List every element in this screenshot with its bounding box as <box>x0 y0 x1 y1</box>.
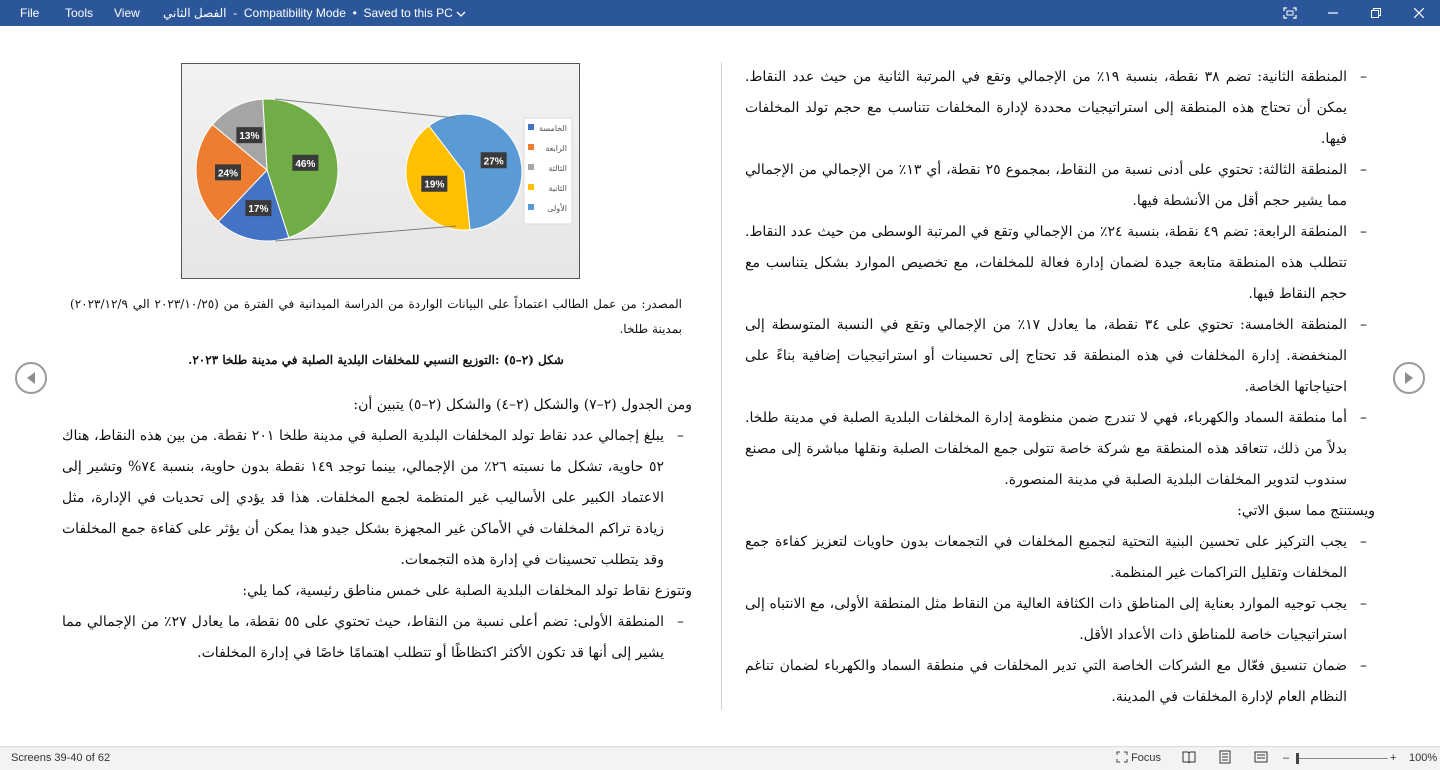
legend-label: الثانية <box>548 184 567 193</box>
list-item: – المنطقة الرابعة: تضم ٤٩ نقطة، بنسبة ٢٤٪ من الإجمالي وتقع في المرتبة الوسطى من حيث عدد النقاط. تتطلب هذه المنطقة متابعة جيدة لضمان إدارة فعالة للمخلفات، مع تخصيص الموارد بشكل يتناسب مع حجم النقاط فيها. <box>745 224 1367 302</box>
list-item-text: المنطقة الثالثة: تحتوي على أدنى نسبة من النقاط، بمجموع ٢٥ نقطة، أي ١٣٪ من الإجمالي من الإجمالي مما يشير حجم أقل من الأنشطة فيها. <box>745 162 1348 209</box>
data-label <box>245 200 271 216</box>
menu-tools[interactable]: Tools <box>65 6 94 20</box>
right-page <box>745 62 1375 713</box>
data-label <box>292 155 318 171</box>
document-name: الفصل الثاني <box>163 6 227 20</box>
legend-label: الثالثة <box>548 164 567 173</box>
legend-label: الأولى <box>547 204 567 213</box>
list-item: – المنطقة الثانية: تضم ٣٨ نقطة، بنسبة ١٩٪ من الإجمالي وتقع في المرتبة الثانية من حيث عدد النقاط. يمكن أن تحتاج هذه المنطقة إلى استراتيجيات محددة لإدارة المخلفات تتناسب مع حجم تولد المخلفات فيها. <box>745 69 1367 147</box>
menu-view[interactable]: View <box>114 6 140 20</box>
list-item: – المنطقة الخامسة: تحتوي على ٣٤ نقطة، ما يعادل ١٧٪ من الإجمالي وتقع في النسبة المتوسطة إلى المنخفضة. إدارة المخلفات في هذه المنطقة قد تحتاج إلى تحسينات أو استراتيجيات إضافية بناءً على احتياجاتها الخاصة. <box>745 317 1367 395</box>
list-item: – يجب التركيز على تحسين البنية التحتية لتجميع المخلفات في التجمعات بدون حاويات لتعزيز كفاءة جمع المخلفات وتقليل التراكمات غير المنظمة. <box>745 534 1367 581</box>
chevron-down-icon <box>456 6 466 20</box>
document-title[interactable] <box>163 0 466 26</box>
svg-text:13%: 13% <box>239 131 260 143</box>
focus-icon <box>1116 751 1128 763</box>
zoom-in-icon[interactable]: + <box>1390 752 1397 764</box>
svg-text:19%: 19% <box>424 179 445 191</box>
svg-text:24%: 24% <box>218 168 239 180</box>
print-layout-icon[interactable] <box>1219 747 1231 770</box>
list-item-text: يبلغ إجمالي عدد نقاط تولد المخلفات البلدية الصلبة في مدينة طلخا ٢٠١ نقطة. من بين هذه النقاط، هناك ٥٢ حاوية، تشكل ما نسبته ٢٦٪ من الإجمالي، بينما توجد ١٤٩ نقطة بدون حاوية، بنسبة ٧٤% وتشير إلى الاعتماد الكبير على الأساليب غير المنظمة لجمع المخلفات. هذا قد يؤدي إلى تحديات في الإدارة، مثل زيادة تراكم المخلفات في الأماكن غير المجهزة بشكل جيدو هذا يمكن أن يؤثر على كفاءة جمع المخلفات وقد يتطلب تحسينات في إدارة هذه التجمعات. <box>62 428 664 568</box>
title-bar <box>0 0 1440 26</box>
previous-screen-button[interactable] <box>15 362 47 394</box>
list-item-text: المنطقة الرابعة: تضم ٤٩ نقطة، بنسبة ٢٤٪ من الإجمالي وتقع في المرتبة الوسطى من حيث عدد النقاط. تتطلب هذه المنطقة متابعة جيدة لضمان إدارة فعالة للمخلفات، مع تخصيص الموارد بشكل يتناسب مع حجم النقاط فيها. <box>745 224 1347 302</box>
web-layout-icon[interactable] <box>1254 747 1268 770</box>
title-separator: - <box>229 6 241 20</box>
close-icon[interactable] <box>1396 0 1440 26</box>
read-mode-icon[interactable] <box>1182 747 1196 770</box>
arrow-left-icon <box>25 371 37 385</box>
legend-label: الرابعة <box>545 144 567 153</box>
legend-swatch <box>528 184 534 190</box>
svg-text:17%: 17% <box>248 204 269 216</box>
list-item-text: ضمان تنسيق فعّال مع الشركات الخاصة التي تدير المخلفات في منطقة السماد والكهرباء لضمان تناغم النظام العام لإدارة المخلفات في المدينة. <box>745 658 1347 705</box>
arrow-right-icon <box>1403 371 1415 385</box>
zoom-slider-track[interactable] <box>1296 758 1388 759</box>
data-label <box>236 127 262 143</box>
data-label <box>215 164 241 180</box>
legend-swatch <box>528 204 534 210</box>
paragraph-distribution: وتتوزع نقاط تولد المخلفات البلدية الصلبة على خمس مناطق رئيسية، كما يلي: <box>242 583 692 599</box>
conclusion-intro: ويستنتج مما سبق الاتي: <box>1237 503 1375 519</box>
legend-swatch <box>528 124 534 130</box>
list-item: – يبلغ إجمالي عدد نقاط تولد المخلفات البلدية الصلبة في مدينة طلخا ٢٠١ نقطة. من بين هذه النقاط، هناك ٥٢ حاوية، تشكل ما نسبته ٢٦٪ من الإجمالي، بينما توجد ١٤٩ نقطة بدون حاوية، بنسبة ٧٤% وتشير إلى الاعتماد الكبير على الأساليب غير المنظمة لجمع المخلفات. هذا قد يؤدي إلى تحديات في الإدارة، مثل زيادة تراكم المخلفات في الأماكن غير المجهزة بشكل جيدو هذا يمكن أن يؤثر على كفاءة جمع المخلفات وقد يتطلب تحسينات في إدارة هذه التجمعات. <box>62 428 684 568</box>
status-bar <box>0 746 1440 770</box>
legend-label: الخامسة <box>539 124 567 133</box>
figure-title: شكل (٢–٥) :التوزيع النسبي للمخلفات البلدية الصلبة في مدينة طلخا ٢٠٢٣. <box>188 353 564 367</box>
paragraph-intro: ومن الجدول (٢–٧) والشكل (٢–٤) والشكل (٢–٥) يتبين أن: <box>353 397 692 413</box>
next-screen-button[interactable] <box>1393 362 1425 394</box>
menu-file[interactable]: File <box>20 6 40 20</box>
save-status-label: Saved to this PC <box>363 6 453 20</box>
list-item-text: يجب التركيز على تحسين البنية التحتية لتجميع المخلفات في التجمعات بدون حاويات لتعزيز كفاءة جمع المخلفات وتقليل التراكمات غير المنظمة. <box>745 534 1347 581</box>
list-item-text: أما منطقة السماد والكهرباء، فهي لا تندرج ضمن منظومة إدارة المخلفات البلدية الصلبة في مدينة طلخا. بدلاً من ذلك، تتعاقد هذه المنطقة مع شركة خاصة تتولى جمع المخلفات الصلبة ونقلها مباشرة إلى مصنع سندوب لتدوير المخلفات البلدية الصلبة في مدينة المنصورة. <box>745 410 1347 488</box>
list-item: – ضمان تنسيق فعّال مع الشركات الخاصة التي تدير المخلفات في منطقة السماد والكهرباء لضمان تناغم النظام العام لإدارة المخلفات في المدينة. <box>745 658 1367 705</box>
chart-source-caption: المصدر: من عمل الطالب اعتماداً على البيانات الواردة من الدراسة الميدانية في الفترة من (٢٠٢٣/١٠/٢٥ الي ٢٠٢٣/١٢/٩) بمدينة طلخا. <box>70 297 682 336</box>
data-label <box>421 176 447 192</box>
pie-of-pie-chart[interactable] <box>181 63 580 279</box>
data-label <box>481 152 507 168</box>
focus-mode-icon[interactable] <box>1267 0 1313 26</box>
left-page-body <box>62 390 692 669</box>
zoom-level[interactable]: 100% <box>1409 752 1438 764</box>
list-item-text: المنطقة الثانية: تضم ٣٨ نقطة، بنسبة ١٩٪ من الإجمالي وتقع في المرتبة الثانية من حيث عدد النقاط. يمكن أن تحتاج هذه المنطقة إلى استراتيجيات محددة لإدارة المخلفات تتناسب مع حجم تولد المخلفات فيها. <box>745 69 1347 147</box>
focus-label: Focus <box>1131 752 1162 764</box>
zoom-out-icon[interactable]: – <box>1283 752 1290 764</box>
restore-icon[interactable] <box>1353 0 1399 26</box>
list-item: – المنطقة الأولى: تضم أعلى نسبة من النقاط، حيث تحتوي على ٥٥ نقطة، ما يعادل ٢٧٪ من الإجمالي مما يشير إلى أنها قد تكون الأكثر اكتظاظًا أو تتطلب اهتمامًا خاصًا في إدارة المخلفات. <box>62 614 684 661</box>
zoom-slider-thumb[interactable] <box>1296 753 1299 764</box>
title-dot: • <box>349 6 361 20</box>
page-divider <box>721 62 722 710</box>
list-item-text: المنطقة الأولى: تضم أعلى نسبة من النقاط، حيث تحتوي على ٥٥ نقطة، ما يعادل ٢٧٪ من الإجمالي مما يشير إلى أنها قد تكون الأكثر اكتظاظًا أو تتطلب اهتمامًا خاصًا في إدارة المخلفات. <box>62 614 664 661</box>
svg-text:46%: 46% <box>295 158 316 170</box>
screen-count: Screens 39-40 of 62 <box>11 752 111 764</box>
compatibility-mode-label: Compatibility Mode <box>243 6 346 20</box>
svg-text:27%: 27% <box>483 156 504 168</box>
minimize-icon[interactable] <box>1310 0 1356 26</box>
chart-legend <box>524 118 572 224</box>
list-item: – المنطقة الثالثة: تحتوي على أدنى نسبة من النقاط، بمجموع ٢٥ نقطة، أي ١٣٪ من الإجمالي من الإجمالي مما يشير حجم أقل من الأنشطة فيها. <box>745 162 1367 209</box>
chart-canvas <box>182 64 579 278</box>
legend-swatch <box>528 144 534 150</box>
list-item-text: المنطقة الخامسة: تحتوي على ٣٤ نقطة، ما يعادل ١٧٪ من الإجمالي وتقع في النسبة المتوسطة إلى المنخفضة. إدارة المخلفات في هذه المنطقة قد تحتاج إلى تحسينات أو استراتيجيات إضافية بناءً على احتياجاتها الخاصة. <box>745 317 1347 395</box>
list-item: – أما منطقة السماد والكهرباء، فهي لا تندرج ضمن منظومة إدارة المخلفات البلدية الصلبة في مدينة طلخا. بدلاً من ذلك، تتعاقد هذه المنطقة مع شركة خاصة تتولى جمع المخلفات الصلبة ونقلها مباشرة إلى مصنع سندوب لتدوير المخلفات البلدية الصلبة في مدينة المنصورة. <box>745 410 1367 488</box>
list-item-text: يجب توجيه الموارد بعناية إلى المناطق ذات الكثافة العالية من النقاط مثل المنطقة الأولى، مع الانتباه إلى استراتيجيات خاصة للمناطق ذات الأعداد الأقل. <box>745 596 1347 643</box>
list-item: – يجب توجيه الموارد بعناية إلى المناطق ذات الكثافة العالية من النقاط مثل المنطقة الأولى، مع الانتباه إلى استراتيجيات خاصة للمناطق ذات الأعداد الأقل. <box>745 596 1367 643</box>
focus-button[interactable] <box>1116 747 1161 770</box>
legend-swatch <box>528 164 534 170</box>
